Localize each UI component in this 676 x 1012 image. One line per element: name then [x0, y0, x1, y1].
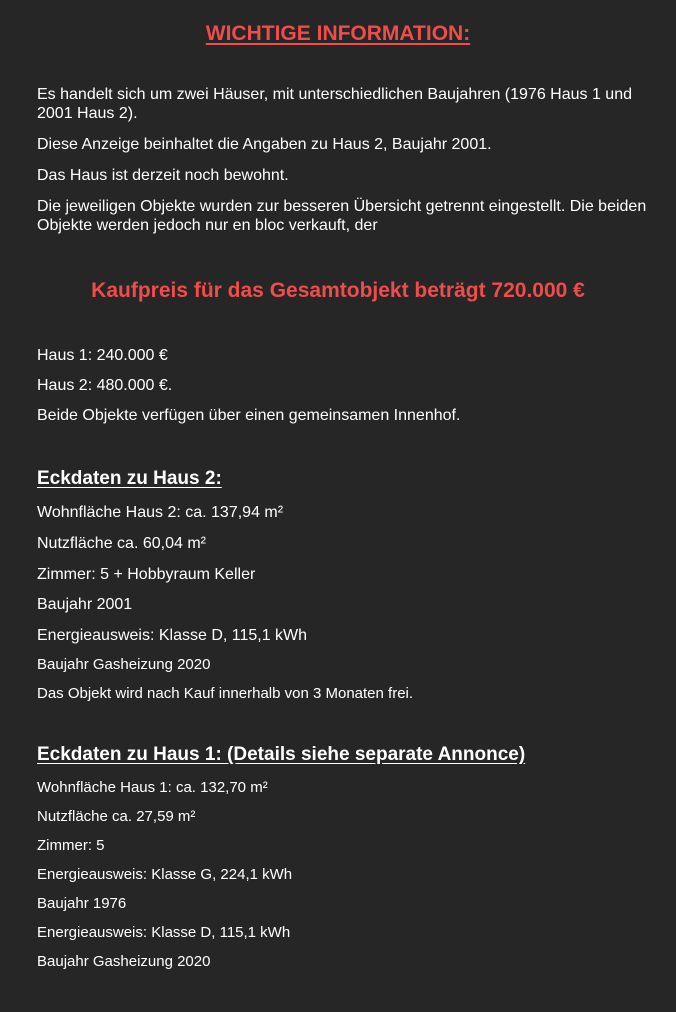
haus-1-fact: Energieausweis: Klasse G, 224,1 kWh [37, 866, 293, 883]
page-title: WICHTIGE INFORMATION: [205, 22, 471, 45]
haus-2-heading: Eckdaten zu Haus 2: [37, 468, 222, 489]
haus-2-fact: Das Objekt wird nach Kauf innerhalb von 3 Monaten frei. [37, 685, 414, 702]
haus-1-fact: Energieausweis: Klasse D, 115,1 kWh [37, 924, 291, 941]
haus-2-fact: Zimmer: 5 + Hobbyraum Keller [37, 566, 256, 583]
haus-2-fact: Energieausweis: Klasse D, 115,1 kWh [37, 627, 308, 644]
courtyard-note: Beide Objekte verfügen über einen gemeinsamen Innenhof. [37, 407, 461, 424]
haus-1-fact: Baujahr Gasheizung 2020 [37, 953, 211, 970]
haus-1-fact: Zimmer: 5 [37, 837, 105, 854]
haus-1-fact: Wohnfläche Haus 1: ca. 132,70 m² [37, 779, 268, 796]
intro-paragraph-en-bloc: Die jeweiligen Objekte wurden zur besseren Übersicht getrennt eingestellt. Die beiden Objekte werden jedoch nur en bloc verkauft, der [37, 198, 647, 234]
haus-2-fact: Baujahr Gasheizung 2020 [37, 656, 211, 673]
intro-paragraph-occupied: Das Haus ist derzeit noch bewohnt. [37, 167, 289, 184]
price-haus-2: Haus 2: 480.000 €. [37, 377, 173, 394]
price-haus-1: Haus 1: 240.000 € [37, 347, 168, 364]
haus-1-fact: Nutzfläche ca. 27,59 m² [37, 808, 196, 825]
total-price-headline: Kaufpreis für das Gesamtobjekt beträgt 720.000 € [91, 279, 585, 302]
haus-2-fact: Nutzfläche ca. 60,04 m² [37, 535, 206, 552]
intro-paragraph-listing: Diese Anzeige beinhaltet die Angaben zu Haus 2, Baujahr 2001. [37, 136, 492, 153]
haus-2-fact: Wohnfläche Haus 2: ca. 137,94 m² [37, 504, 284, 521]
haus-1-heading: Eckdaten zu Haus 1: (Details siehe separate Annonce) [37, 744, 526, 765]
intro-paragraph-houses: Es handelt sich um zwei Häuser, mit unterschiedlichen Baujahren (1976 Haus 1 und 2001 Haus 2). [37, 86, 632, 122]
haus-2-fact: Baujahr 2001 [37, 596, 133, 613]
haus-1-fact: Baujahr 1976 [37, 895, 127, 912]
